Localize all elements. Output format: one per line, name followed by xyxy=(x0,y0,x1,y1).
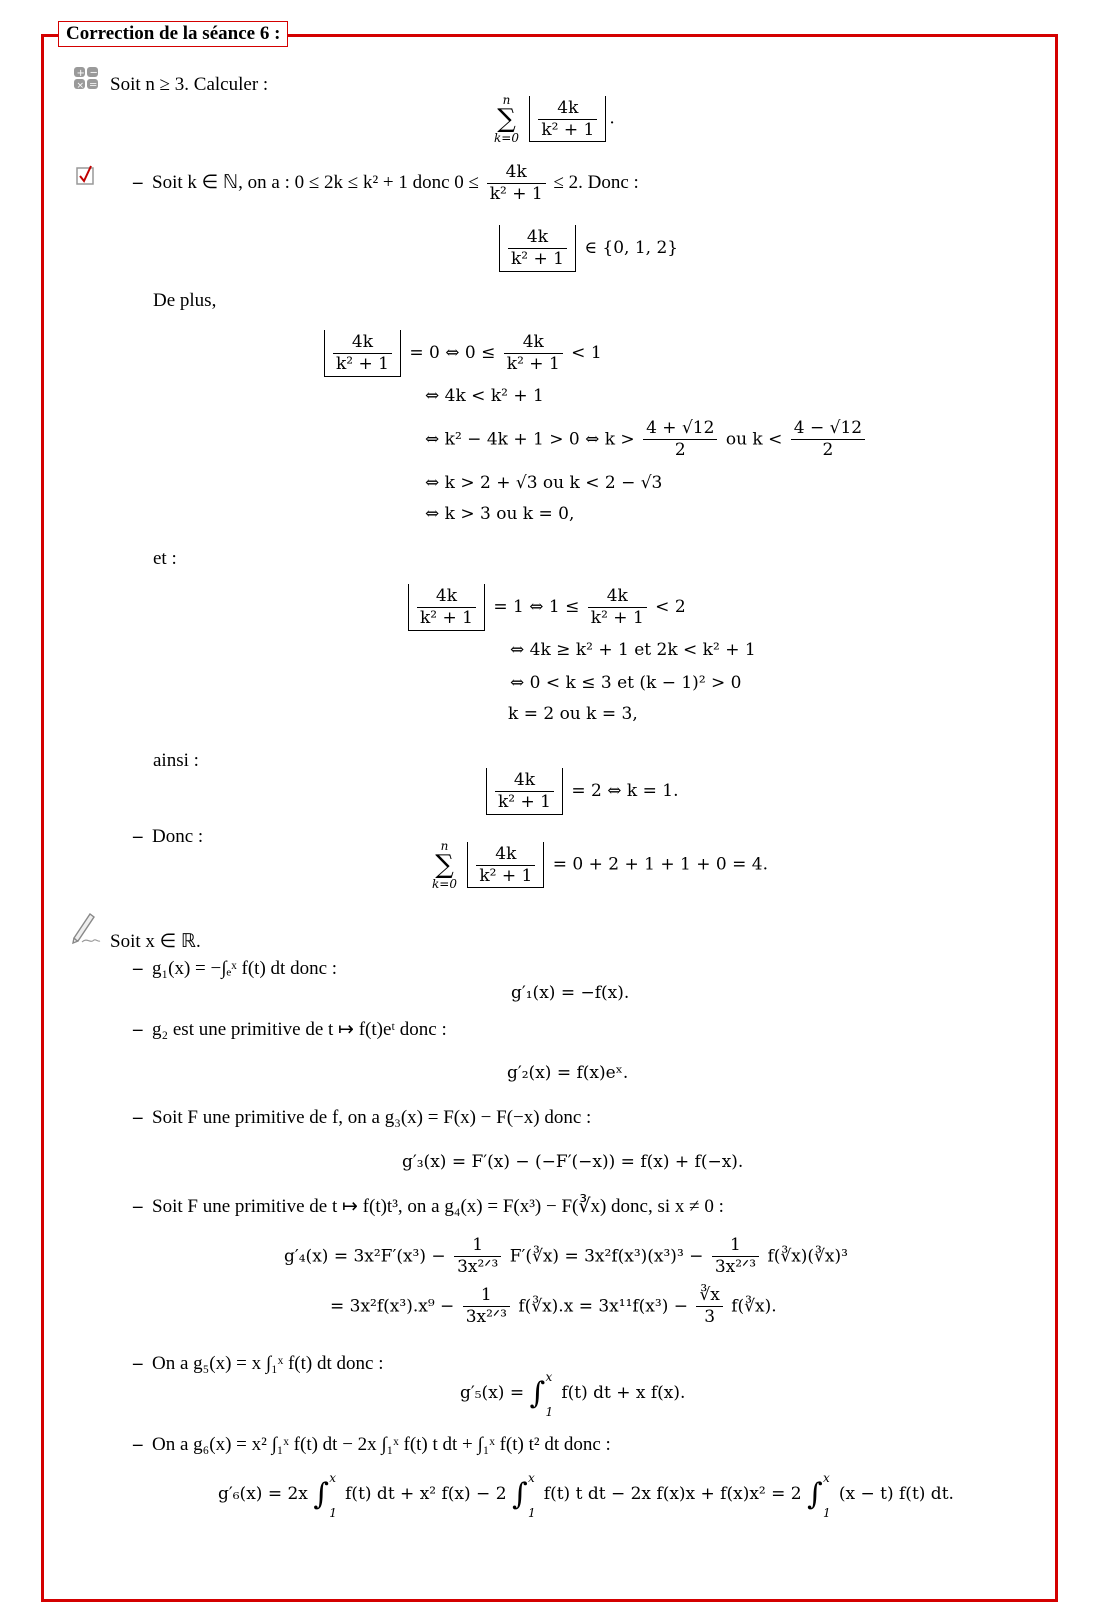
bullet-g5: – On a g₅(x) = x ∫₁ˣ f(t) dt donc : xyxy=(133,1353,384,1374)
bullet-donc: – Donc : xyxy=(133,826,204,847)
eq1-line: $\frac{4k}{\text{k² + 1}}$ = 1 ⇔ 1 ≤ $\frac{4k}{\text{k² + 1}}$ < 2 xyxy=(405,584,686,631)
svg-text:+: + xyxy=(76,68,85,79)
ainsi-text: ainsi : xyxy=(153,750,199,771)
et-text: et : xyxy=(153,548,177,569)
eq0-line: $\frac{4k}{\text{k² + 1}}$ = 0 ⇔ 0 ≤ $\frac{4k}{\text{k² + 1}}$ < 1 xyxy=(321,330,602,377)
eq0-step4: ⇔ k > 2 + √3 ou k < 2 − √3 xyxy=(425,473,663,493)
g3-derivative: g′₃(x) = F′(x) − (−F′(−x)) = f(x) + f(−x). xyxy=(402,1152,744,1172)
deplus-text: De plus, xyxy=(153,290,217,311)
ex1-intro: Soit n ≥ 3. Calculer : xyxy=(110,74,269,95)
svg-text:=: = xyxy=(89,79,98,90)
g2-derivative: g′₂(x) = f(x)eˣ. xyxy=(507,1063,629,1083)
g5-derivative: g′₅(x) = ∫ x 1 f(t) dt + x f(x). xyxy=(460,1370,686,1419)
bullet-g1: – g₁(x) = −∫ₑˣ f(t) dt donc : xyxy=(133,958,338,979)
eq1-step4: k = 2 ou k = 3, xyxy=(508,704,638,724)
floor-in-set: $\frac{4k}{\text{k² + 1}}$ ∈ {0, 1, 2} xyxy=(496,225,678,272)
ex2-intro: Soit x ∈ ℝ. xyxy=(110,931,201,952)
bullet-1: – Soit k ∈ ℕ, on a : 0 ≤ 2k ≤ k² + 1 donc 0 ≤ $\frac{4k}{\text{k² + 1}}$ ≤ 2. Donc : xyxy=(133,162,639,205)
eq0-step5: ⇔ k > 3 ou k = 0, xyxy=(425,504,575,524)
sum-expression: n ∑ k=0 $\frac{4k}{\text{k² + 1}}$ . xyxy=(494,93,615,145)
eq1-step2: ⇔ 4k ≥ k² + 1 et 2k < k² + 1 xyxy=(510,640,756,660)
bullet-g4: – Soit F une primitive de t ↦ f(t)t³, on a g₄(x) = F(x³) − F(∛x) donc, si x ≠ 0 : xyxy=(133,1196,724,1217)
eq0-step3: ⇔ k² − 4k + 1 > 0 ⇔ k > $\frac{4 + √12}{2}$ ou k < $\frac{4 - √12}{2}$ xyxy=(425,418,868,462)
g6-derivative: g′₆(x) = 2x ∫ x 1 f(t) dt + x² f(x) − 2 ∫ x 1 f(t) t dt − 2x f(x)x + f(x)x² = 2 ∫ x 1 (x − t) f(t) dt. xyxy=(218,1471,954,1520)
bullet-g3: – Soit F une primitive de f, on a g₃(x) = F(x) − F(−x) donc : xyxy=(133,1107,592,1128)
calculator-icon xyxy=(73,66,99,90)
eq1-step3: ⇔ 0 < k ≤ 3 et (k − 1)² > 0 xyxy=(510,673,742,693)
eq0-step2: ⇔ 4k < k² + 1 xyxy=(425,386,544,406)
eq2-line: $\frac{4k}{\text{k² + 1}}$ = 2 ⇔ k = 1. xyxy=(483,768,678,815)
svg-text:−: − xyxy=(89,67,98,79)
g4-derivative-line2: = 3x²f(x³).x⁹ − $\frac{1}{\text{3x²ᐟ³}}$ f(∛x).x = 3x¹¹f(x³) − $\frac{∛x}{3}$ f(∛x). xyxy=(330,1285,777,1328)
final-sum: n ∑ k=0 $\frac{4k}{\text{k² + 1}}$ = 0 + 2 + 1 + 1 + 0 = 4. xyxy=(432,839,768,891)
g1-derivative: g′₁(x) = −f(x). xyxy=(511,983,630,1003)
bullet-g6: – On a g₆(x) = x² ∫₁ˣ f(t) dt − 2x ∫₁ˣ f(t) t dt + ∫₁ˣ f(t) t² dt donc : xyxy=(133,1434,611,1455)
section-title: Correction de la séance 6 : xyxy=(58,21,288,47)
pencil-icon xyxy=(70,910,102,946)
checkbox-checked-icon xyxy=(75,165,97,187)
g4-derivative-line1: g′₄(x) = 3x²F′(x³) − $\frac{1}{\text{3x²ᐟ³}}$ F′(∛x) = 3x²f(x³)(x³)³ − $\frac{1}{\text{3x²ᐟ³}}$ f(∛x)(∛x)³ xyxy=(284,1235,848,1278)
bullet-g2: – g₂ est une primitive de t ↦ f(t)eᵗ donc : xyxy=(133,1019,447,1040)
svg-text:×: × xyxy=(76,81,85,90)
